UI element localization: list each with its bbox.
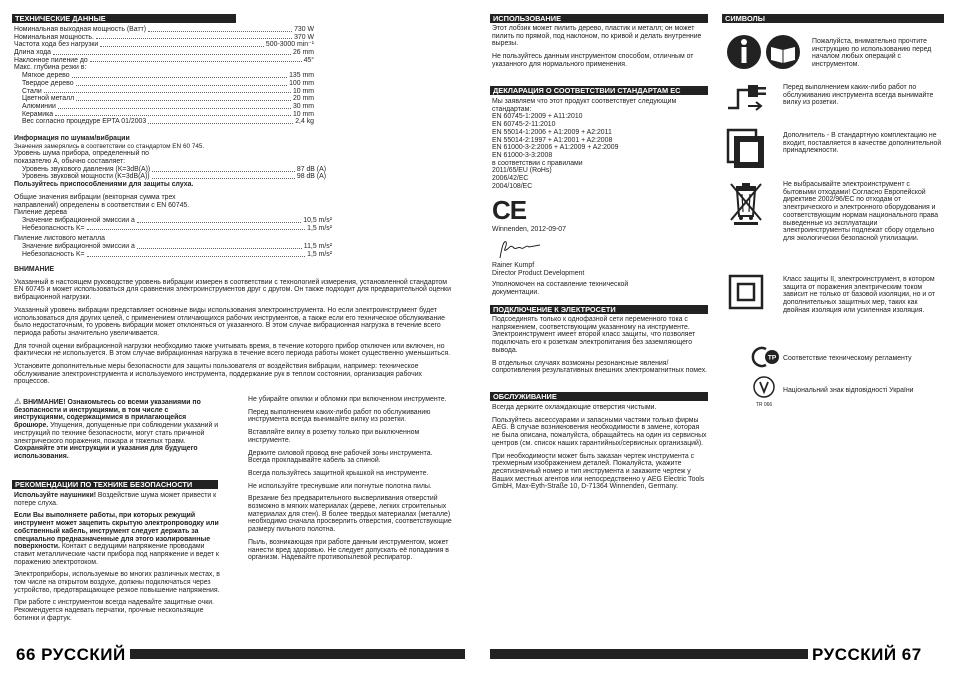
- safety-item: Врезание без предварительного высверливания отверстий возможно в мягких материалах (дереве, легких строительных материалах для стен). В более твердых материалах (металле) необходимо сначала просверлить отверстия, соответствующие размеру пильного полотна.: [248, 495, 452, 534]
- attention-para: Для точной оценки вибрационной нагрузки необходимо также учитывать время, в течение которого прибор отключен или включен, но фактически не используется. В этом случае вибрационная нагрузка в течение всего периода работы может существенно уменьшиться.: [14, 342, 451, 358]
- svg-text:TP: TP: [767, 354, 777, 362]
- footer-bar-left: [125, 649, 465, 659]
- symbol-text: Пожалуйста, внимательно прочтите инструкцию по использованию перед началом любых операций с инструментом.: [812, 38, 932, 69]
- warning-triangle-icon: ⚠: [14, 397, 22, 406]
- dot-leader: [53, 54, 291, 55]
- signer-title: Director Product Development: [492, 269, 585, 277]
- depth-row-value: 135 mm: [289, 72, 314, 80]
- spec-row-label: Длина хода: [14, 49, 51, 57]
- safety-header: РЕКОМЕНДАЦИИ ПО ТЕХНИКЕ БЕЗОПАСНОСТИ: [12, 480, 218, 489]
- noise-section: [14, 135, 334, 189]
- service-header: ОБСЛУЖИВАНИЕ: [490, 392, 708, 401]
- vibration-row-label: Значение вибрационной эмиссии a: [22, 243, 135, 251]
- footer-bar-right: [490, 649, 820, 659]
- safety-item: Держите силовой провод вне рабочей зоны инструмента. Всегда прокладывайте кабель за спиной.: [248, 449, 433, 465]
- declaration-line: 2004/108/EC: [492, 182, 533, 190]
- depth-row-label: Вес согласно процедуре EPTA 01/2003: [22, 118, 147, 126]
- vibration-row-value: 1,5 m/s²: [307, 224, 332, 232]
- dot-leader: [55, 115, 291, 116]
- power-section: [492, 316, 708, 380]
- declaration-line: EN 55014-2:1997 + A1:2001 + A2:2008: [492, 136, 613, 144]
- declaration-line: 2006/42/EC: [492, 175, 529, 183]
- spec-row-label: Наклонное пиление до: [14, 56, 88, 64]
- noise-row-label: Уровень звуковой мощности (K=3dB(A)): [22, 173, 150, 181]
- depth-row: [22, 95, 314, 103]
- ua-mark-icon: [751, 375, 777, 409]
- spec-row-value: 45°: [303, 56, 314, 64]
- accessory-icon: [726, 128, 770, 168]
- safety-item: При работе с инструментом всегда надевайте защитные очки. Рекомендуется надевать перчатки, прочные нескользящие ботинки и фартук.: [14, 599, 214, 622]
- depth-row-value: 10 mm: [292, 110, 314, 118]
- attention-para: Установите дополнительные меры безопасности для защиты пользователя от воздействия вибрации, например: техническое обслуживание электроинструмента и используемого инструмента, поддержание рук в теплом состоянии, организация рабочих процессов.: [14, 363, 422, 386]
- weee-bin-icon: [726, 180, 766, 226]
- vibration-row: [22, 225, 332, 233]
- warning-bold: ВНИМАНИЕ! Ознакомьтесь со всеми указаниями по безопасности и инструкциями, в том числе с инструкциями, содержащимися в прилагающейся брошюре.: [14, 399, 201, 430]
- vibration-row-label: Небезопасность K=: [22, 224, 85, 232]
- dot-leader: [137, 222, 301, 223]
- safety-item: Используйте наушники! Воздействие шума может привести к потере слуха.: [14, 492, 217, 507]
- safety-item: Перед выполнением каких-либо работ по обслуживанию инструмента всегда вынимайте вилку из розетки.: [248, 408, 431, 424]
- noise-row-label: Уровень звукового давления (K=3dB(A)): [22, 165, 151, 173]
- read-manual-icon: [726, 33, 802, 71]
- depth-row-value: 30 mm: [292, 102, 314, 110]
- vibration-intro: Общие значения вибрации (векторная сумма трех направлений) определены в соответствии с EN 60745.: [14, 194, 190, 209]
- depth-row: [22, 118, 314, 126]
- spec-row: [14, 41, 314, 49]
- dot-leader: [148, 31, 292, 32]
- dot-leader: [76, 85, 288, 86]
- vibration-row: [22, 217, 332, 225]
- spec-row: [14, 26, 314, 34]
- dot-leader: [96, 38, 292, 39]
- usage-section: [492, 25, 708, 74]
- symbol-text: Соответствие техническому регламенту: [783, 355, 912, 362]
- ctr-icon: [748, 346, 782, 368]
- depth-row-label: Твердое дерево: [22, 79, 74, 87]
- symbol-text: Дополнитель - В стандартную комплектацию не входит, поставляется в качестве дополнительной принадлежности.: [783, 132, 942, 155]
- page-number-left: 66 РУССКИЙ: [12, 645, 130, 665]
- safety-item: Не убирайте опилки и обломки при включенном инструменте.: [248, 396, 447, 403]
- dot-leader: [137, 248, 302, 249]
- depth-row-label: Мягкое дерево: [22, 72, 70, 80]
- dot-leader: [58, 108, 291, 109]
- signer-note: Уполномочен на составление технической документации.: [492, 281, 629, 297]
- usage-para: Не пользуйтесь данным инструментом способом, отличным от указанного для нормального применения.: [492, 53, 694, 68]
- depth-row: [22, 103, 314, 111]
- dot-leader: [87, 229, 306, 230]
- power-para: В отдельных случаях возможны резонансные явления/сопротивления результативных внешних электромагнитных помех.: [492, 359, 708, 375]
- safety-left-column: [14, 492, 220, 628]
- declaration-line: 2011/65/EU (RoHs): [492, 167, 552, 175]
- declaration-line: EN 60745-2-11:2010: [492, 121, 556, 129]
- safety-item: Всегда пользуйтесь защитной крышкой на инструменте.: [248, 469, 429, 477]
- spec-row-value: 730 W: [294, 25, 314, 33]
- depth-row: [22, 111, 314, 119]
- safety-item: Пыль, возникающая при работе данным инструментом, может нанести вред здоровью. Не следует допускать её попадания в организм. Надевайте противопылевой респиратор.: [248, 538, 449, 562]
- svg-text:ТR 066: ТR 066: [755, 402, 773, 408]
- noise-row-value: 87 dB (A): [296, 165, 326, 173]
- power-para: Подсоединять только к однофазной сети переменного тока с напряжением, соответствующим указанному на инструменте. Электроинструмент имеет второй класс защиты, что позволяет подключать его к розеткам электропитания без заземляющего вывода.: [492, 316, 696, 354]
- spec-row-label: Частота хода без нагрузки: [14, 41, 99, 49]
- safety-item: Если Вы выполняете работы, при которых режущий инструмент может зацепить скрытую электропроводку или собственный кабель, инструмент следует держать за специально предназначенные для этого изолированные поверхности. Контакт с ведущими напряжение проводами ставит металлические части прибора под напряжение и ведет к поражению электротоком.: [14, 512, 219, 566]
- vibration-wood-title: Пиление дерева: [14, 209, 67, 217]
- depth-title: Макс. глубина резки в:: [14, 64, 87, 72]
- vibration-section: [14, 194, 334, 259]
- service-section: [492, 404, 708, 496]
- service-para: Пользуйтесь аксессуарами и запасными частями только фирмы AEG. В случае возникновения необходимости в замене, которая не была описана, пожалуйста, обращайтесь на один из сервисных центров (см. список наших гарантийных/сервисных организаций).: [492, 416, 707, 447]
- depth-row: [22, 72, 314, 80]
- dot-leader: [87, 256, 306, 257]
- tech-data-header: ТЕХНИЧЕСКИЕ ДАННЫЕ: [12, 14, 236, 23]
- warning-block: [14, 398, 219, 461]
- attention-para: Указанный уровень вибрации представляет основные виды использования электроинструмента. Но если электроинструмент будет использоваться для других целей, с применением отличающихся рабочих инструментов, а также если его техническое обслуживание было недостаточным, то уровень вибрации может отклоняться от указанного. В этом случае вибрационная нагрузка в течение всего периода работы значительно увеличивается.: [14, 306, 445, 337]
- depth-row-label: Алюминии: [22, 102, 56, 110]
- symbol-text: Національний знак відповідності України: [783, 387, 914, 394]
- spec-row-value: 500-3000 min⁻¹: [265, 41, 314, 49]
- page-number-right: РУССКИЙ 67: [808, 645, 926, 665]
- declaration-line: EN 61000-3-3:2008: [492, 151, 553, 159]
- vibration-row-label: Небезопасность K=: [22, 250, 85, 258]
- vibration-row: [22, 243, 332, 251]
- depth-row-label: Цветной металл: [22, 95, 75, 103]
- depth-row-label: Стали: [22, 87, 42, 95]
- safety-item: Вставляйте вилку в розетку только при выключенном инструменте.: [248, 429, 420, 444]
- spec-row: [14, 49, 314, 57]
- ear-protection-warning: Пользуйтесь приспособлениями для защиты слуха.: [14, 181, 194, 189]
- power-header: ПОДКЛЮЧЕНИЕ К ЭЛЕКТРОСЕТИ: [490, 305, 708, 314]
- vibration-row-value: 1,5 m/s²: [307, 250, 332, 258]
- dot-leader: [152, 171, 295, 172]
- declaration-line: Мы заявляем что этот продукт соответствует следующим стандартам:: [492, 98, 677, 113]
- service-para: При необходимости может быть заказан чертеж инструмента с трехмерным изображением деталей. Пожалуйста, укажите десятизначный номер и тип инструмента и закажите чертеж у Ваших местных агентов или непосредственно у AEG Electric Tools GmbH, Max-Eyth-Straße 10, D-71364 Winnenden, Germany.: [492, 452, 705, 491]
- declaration-section: [492, 98, 708, 190]
- noise-row-value: 98 dB (A): [296, 173, 326, 181]
- noise-title: Информация по шумам/вибрации: [14, 135, 130, 142]
- class-ii-icon: [726, 272, 766, 312]
- depth-row-value: 2,4 kg: [295, 118, 314, 126]
- symbol-text: Не выбрасывайте электроинструмент с бытовыми отходами! Согласно Европейской директиве 2002/96/EC по отходам от электрического и электронного оборудования и соответствующим нормам национального права выведенные из эксплуатации электроинструменты подлежат сбору отдельно для экологически безопасной утилизации.: [783, 181, 939, 242]
- attention-section: [14, 266, 454, 391]
- signer-name: Rainer Kumpf: [492, 262, 535, 269]
- service-para: Всегда держите охлаждающие отверстия чистыми.: [492, 404, 657, 411]
- spec-row-value: 26 mm: [292, 49, 314, 57]
- unplug-icon: [726, 80, 772, 118]
- depth-row: [22, 80, 314, 88]
- symbols-header: СИМВОЛЫ: [722, 14, 944, 23]
- signer-block: [492, 262, 708, 297]
- warning-keep: Сохраняйте эти инструкции и указания для будущего использования.: [14, 445, 198, 460]
- vibration-row-label: Значение вибрационной эмиссии a: [22, 217, 135, 225]
- usage-header: ИСПОЛЬЗОВАНИЕ: [490, 14, 708, 23]
- vibration-row-value: 10,5 m/s²: [303, 217, 332, 225]
- noise-intro-2: Уровень шума прибора, определенный по показателю А, обычно составляет:: [14, 150, 149, 166]
- dot-leader: [72, 77, 288, 78]
- vibration-row-value: 11,5 m/s²: [303, 243, 332, 251]
- symbol-text: Класс защиты II, электроинструмент, в котором защита от поражения электрическим током зависит не только от базовой изоляции, но и от дополнительных защитных мер, таких как двойная изоляция или усиленная изоляция.: [783, 276, 936, 314]
- declaration-header: ДЕКЛАРАЦИЯ О СООТВЕТСТВИИ СТАНДАРТАМ ЕС: [490, 86, 708, 95]
- signature: [496, 236, 556, 262]
- dot-leader: [90, 61, 302, 62]
- noise-intro: Значения замерялись в соответствии со стандартом EN 60 745.: [14, 142, 205, 150]
- spec-row-label: Номинальная выходная мощность (Ватт): [14, 25, 147, 33]
- dot-leader: [76, 100, 291, 101]
- declaration-line: EN 61000-3-2:2006 + A1:2009 + A2:2009: [492, 144, 619, 152]
- declaration-line: EN 60745-1:2009 + A11:2010: [492, 113, 583, 121]
- depth-row-value: 20 mm: [292, 95, 314, 103]
- declaration-line: в соответствии с правилами: [492, 159, 583, 167]
- declaration-place-date: Winnenden, 2012-09-07: [492, 226, 566, 233]
- spec-list: [14, 26, 314, 126]
- safety-right-column: [248, 396, 456, 567]
- vibration-sheet-title: Пиление листового металла: [14, 235, 105, 243]
- attention-title: ВНИМАНИЕ: [14, 266, 55, 273]
- dot-leader: [44, 92, 291, 93]
- usage-para: Этот лобзик может пилить дерево, пластик и металл; он может пилить по прямой, под наклоном, по кривой и делать внутренние вырезы.: [492, 25, 702, 48]
- symbol-text: Перед выполнением каких-либо работ по обслуживанию инструмента всегда вынимайте вилку из розетки.: [783, 84, 934, 107]
- spec-row-label: Номинальная мощность.: [14, 33, 94, 41]
- attention-para: Указанный в настоящем руководстве уровень вибрации измерен в соответствии с технологией измерения, установленной стандартом EN 60745 и может использоваться для сравнения электроинструментов друг с другом. Он также подходит для предварительной оценки вибрационной нагрузки.: [14, 278, 451, 302]
- vibration-row: [22, 251, 332, 259]
- safety-item: Электроприборы, используемые во многих различных местах, в том числе на открытом воздухе, должны подключаться через устройство, предотвращающее резкое повышение напряжения.: [14, 571, 220, 594]
- spec-row-value: 370 W: [294, 33, 314, 41]
- declaration-line: EN 55014-1:2006 + A1:2009 + A2:2011: [492, 128, 612, 136]
- depth-row-value: 10 mm: [292, 87, 314, 95]
- dot-leader: [152, 178, 295, 179]
- depth-row-label: Керамика: [22, 110, 54, 118]
- safety-item: Не используйте треснувшие или погнутые полотна пилы.: [248, 482, 432, 490]
- warning-text: Упущения, допущенные при соблюдении указаний и инструкций по технике безопасности, могут стать причиной электрического поражения, пожара и тяжелых травм.: [14, 422, 219, 445]
- dot-leader: [148, 123, 293, 124]
- depth-row-value: 100 mm: [289, 79, 314, 87]
- dot-leader: [100, 46, 264, 47]
- ce-mark: CE: [492, 195, 527, 225]
